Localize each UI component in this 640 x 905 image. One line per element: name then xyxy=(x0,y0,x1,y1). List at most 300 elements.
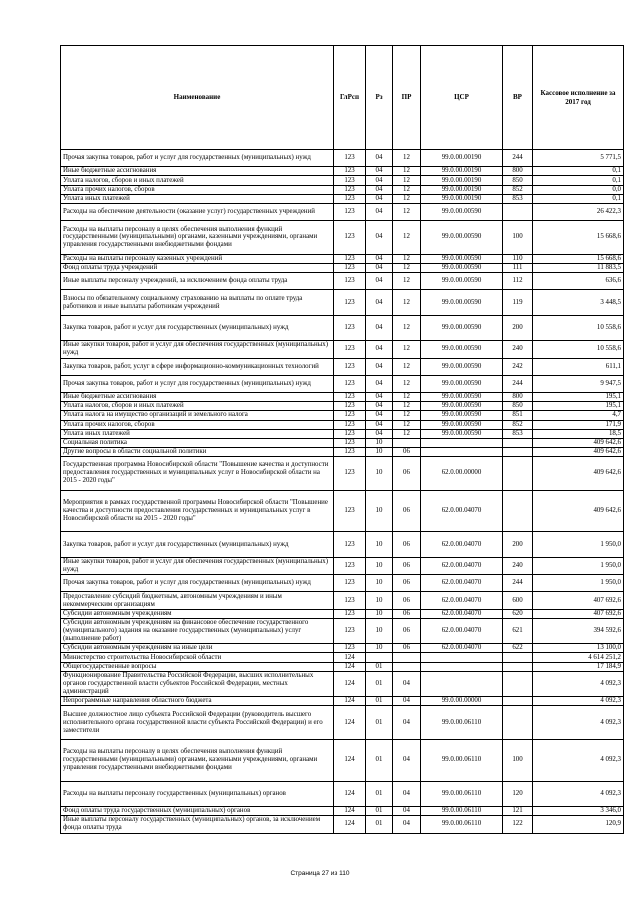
header-row xyxy=(61,46,624,150)
cell-rz: 10 xyxy=(366,618,393,643)
cell-rz: 04 xyxy=(366,150,393,167)
cell-vr: 100 xyxy=(503,739,533,781)
cell-name: Прочая закупка товаров, работ и услуг для государственных (муниципальных) нужд xyxy=(61,375,334,392)
cell-csr: 99.0.00.00590 xyxy=(421,393,503,402)
cell-rz: 10 xyxy=(366,447,393,456)
cell-csr: 62.0.00.04070 xyxy=(421,532,503,557)
cell-name: Иные закупки товаров, работ и услуг для обеспечения государственных (муниципальных) нужд xyxy=(61,557,334,574)
cell-name: Уплата налогов, сборов и иных платежей xyxy=(61,402,334,411)
cell-sum: 3 346,0 xyxy=(533,807,624,816)
cell-vr: 850 xyxy=(503,402,533,411)
cell-grbs: 123 xyxy=(334,203,366,220)
cell-sum: 195,1 xyxy=(533,393,624,402)
cell-grbs: 124 xyxy=(334,807,366,816)
cell-csr: 99.0.00.00190 xyxy=(421,167,503,176)
cell-rz: 01 xyxy=(366,739,393,781)
cell-pr: 12 xyxy=(393,254,421,263)
cell-sum: 0,1 xyxy=(533,194,624,203)
cell-grbs: 123 xyxy=(334,490,366,532)
cell-vr: 620 xyxy=(503,609,533,618)
cell-grbs: 123 xyxy=(334,273,366,290)
cell-sum: 611,1 xyxy=(533,358,624,375)
cell-vr: 110 xyxy=(503,254,533,263)
cell-name: Взносы по обязательному социальному страхованию на выплаты по оплате труда работников и иные выплаты работникам учреждений xyxy=(61,290,334,315)
cell-sum: 13 100,0 xyxy=(533,644,624,653)
cell-grbs: 123 xyxy=(334,609,366,618)
cell-csr: 99.0.00.00590 xyxy=(421,263,503,272)
cell-rz: 04 xyxy=(366,273,393,290)
table-row xyxy=(61,176,624,185)
cell-grbs: 123 xyxy=(334,315,366,340)
cell-pr: 12 xyxy=(393,185,421,194)
cell-csr: 99.0.00.00190 xyxy=(421,185,503,194)
cell-vr: 200 xyxy=(503,315,533,340)
cell-vr xyxy=(503,653,533,662)
cell-rz: 10 xyxy=(366,644,393,653)
table-row xyxy=(61,167,624,176)
cell-csr: 62.0.00.04070 xyxy=(421,557,503,574)
cell-sum: 4,7 xyxy=(533,411,624,420)
cell-pr: 04 xyxy=(393,697,421,706)
cell-name: Фонд оплаты труда учреждений xyxy=(61,263,334,272)
table-row xyxy=(61,618,624,643)
cell-pr xyxy=(393,662,421,671)
cell-pr: 06 xyxy=(393,490,421,532)
cell-pr: 04 xyxy=(393,807,421,816)
cell-pr: 12 xyxy=(393,221,421,255)
cell-sum: 407 692,6 xyxy=(533,592,624,609)
table-row xyxy=(61,263,624,272)
table-row xyxy=(61,697,624,706)
cell-sum: 4 092,3 xyxy=(533,781,624,806)
cell-grbs: 123 xyxy=(334,221,366,255)
cell-rz: 04 xyxy=(366,194,393,203)
cell-sum: 1 950,0 xyxy=(533,575,624,592)
cell-grbs: 123 xyxy=(334,393,366,402)
cell-rz: 10 xyxy=(366,557,393,574)
cell-vr: 244 xyxy=(503,375,533,392)
cell-vr: 119 xyxy=(503,290,533,315)
cell-rz: 04 xyxy=(366,221,393,255)
cell-csr: 99.0.00.06110 xyxy=(421,706,503,740)
table-row xyxy=(61,254,624,263)
cell-vr: 850 xyxy=(503,176,533,185)
cell-vr: 200 xyxy=(503,532,533,557)
table-row xyxy=(61,375,624,392)
cell-sum: 4 092,3 xyxy=(533,706,624,740)
cell-sum: 4 092,3 xyxy=(533,697,624,706)
cell-vr xyxy=(503,457,533,491)
cell-name: Иные выплаты персоналу государственных (муниципальных) органов, за исключением фонда оплаты труда xyxy=(61,816,334,833)
header-name: Наименование xyxy=(61,46,334,150)
cell-name: Государственная программа Новосибирской области "Повышение качества и доступности предоставления государственных и муниципальных услуг в Новосибирской области на 2015 - 2020 годы" xyxy=(61,457,334,491)
cell-name: Иные выплаты персоналу учреждений, за исключением фонда оплаты труда xyxy=(61,273,334,290)
cell-name: Уплата иных платежей xyxy=(61,429,334,438)
cell-csr xyxy=(421,653,503,662)
cell-sum: 1 950,0 xyxy=(533,557,624,574)
cell-csr: 62.0.00.00000 xyxy=(421,457,503,491)
cell-rz: 04 xyxy=(366,203,393,220)
cell-sum: 407 692,6 xyxy=(533,609,624,618)
cell-csr: 62.0.00.04070 xyxy=(421,592,503,609)
table-row xyxy=(61,315,624,340)
cell-sum: 10 558,6 xyxy=(533,315,624,340)
cell-rz: 01 xyxy=(366,697,393,706)
cell-csr: 99.0.00.00590 xyxy=(421,358,503,375)
cell-rz: 10 xyxy=(366,457,393,491)
cell-grbs: 123 xyxy=(334,402,366,411)
table-row xyxy=(61,420,624,429)
cell-grbs: 124 xyxy=(334,739,366,781)
cell-csr: 99.0.00.06110 xyxy=(421,739,503,781)
cell-csr: 99.0.00.00590 xyxy=(421,375,503,392)
cell-pr: 12 xyxy=(393,315,421,340)
cell-vr: 800 xyxy=(503,393,533,402)
cell-pr: 06 xyxy=(393,575,421,592)
cell-vr: 622 xyxy=(503,644,533,653)
cell-rz: 04 xyxy=(366,254,393,263)
cell-vr: 242 xyxy=(503,358,533,375)
cell-sum: 394 592,6 xyxy=(533,618,624,643)
table-body xyxy=(61,150,624,834)
cell-grbs: 123 xyxy=(334,341,366,358)
table-row xyxy=(61,739,624,781)
cell-pr: 04 xyxy=(393,781,421,806)
cell-pr: 04 xyxy=(393,816,421,833)
cell-grbs: 123 xyxy=(334,411,366,420)
cell-vr: 853 xyxy=(503,429,533,438)
cell-csr: 62.0.00.04070 xyxy=(421,644,503,653)
cell-pr: 12 xyxy=(393,150,421,167)
cell-sum: 26 422,3 xyxy=(533,203,624,220)
cell-name: Субсидии автономным учреждениям на финансовое обеспечение государственного (муниципального) задания на оказание государственных (муниципальных) услуг (выполнение работ) xyxy=(61,618,334,643)
cell-name: Уплата прочих налогов, сборов xyxy=(61,420,334,429)
cell-grbs: 123 xyxy=(334,194,366,203)
header-grbs: ГлРсп xyxy=(334,46,366,150)
cell-vr: 852 xyxy=(503,420,533,429)
cell-name: Закупка товаров, работ, услуг в сфере информационно-коммуникационных технологий xyxy=(61,358,334,375)
cell-sum: 3 448,5 xyxy=(533,290,624,315)
cell-name: Прочая закупка товаров, работ и услуг для государственных (муниципальных) нужд xyxy=(61,150,334,167)
cell-sum: 409 642,6 xyxy=(533,490,624,532)
cell-rz: 04 xyxy=(366,341,393,358)
cell-vr xyxy=(503,203,533,220)
cell-pr: 12 xyxy=(393,420,421,429)
cell-name: Расходы на выплаты персоналу в целях обеспечения выполнения функций государственными (муниципальными) органами, казенными учреждениями, органами управления государственными внебюджетными фондами xyxy=(61,221,334,255)
cell-rz: 10 xyxy=(366,592,393,609)
cell-pr: 12 xyxy=(393,341,421,358)
cell-csr: 99.0.00.00590 xyxy=(421,221,503,255)
budget-table xyxy=(60,45,624,834)
cell-vr: 800 xyxy=(503,167,533,176)
cell-grbs: 123 xyxy=(334,557,366,574)
cell-sum: 120,9 xyxy=(533,816,624,833)
table-row xyxy=(61,532,624,557)
table-row xyxy=(61,290,624,315)
cell-name: Расходы на выплаты персоналу государственных (муниципальных) органов xyxy=(61,781,334,806)
cell-vr xyxy=(503,438,533,447)
cell-csr: 99.0.00.00590 xyxy=(421,429,503,438)
cell-rz: 01 xyxy=(366,706,393,740)
cell-sum: 17 184,9 xyxy=(533,662,624,671)
cell-grbs: 123 xyxy=(334,457,366,491)
cell-sum: 15 668,6 xyxy=(533,221,624,255)
cell-pr: 06 xyxy=(393,618,421,643)
cell-sum: 409 642,6 xyxy=(533,457,624,491)
table-row xyxy=(61,438,624,447)
cell-vr: 122 xyxy=(503,816,533,833)
cell-grbs: 123 xyxy=(334,176,366,185)
cell-rz: 04 xyxy=(366,375,393,392)
cell-csr: 99.0.00.00590 xyxy=(421,203,503,220)
cell-sum: 4 092,3 xyxy=(533,739,624,781)
cell-rz: 01 xyxy=(366,807,393,816)
cell-pr: 06 xyxy=(393,457,421,491)
cell-csr: 62.0.00.04070 xyxy=(421,575,503,592)
table-row xyxy=(61,185,624,194)
header-sum: Кассовое исполнение за 2017 год xyxy=(533,46,624,150)
table-row xyxy=(61,429,624,438)
cell-csr xyxy=(421,438,503,447)
table-row xyxy=(61,411,624,420)
cell-rz: 04 xyxy=(366,290,393,315)
cell-vr: 600 xyxy=(503,592,533,609)
cell-name: Уплата прочих налогов, сборов xyxy=(61,185,334,194)
cell-pr: 12 xyxy=(393,263,421,272)
cell-pr: 06 xyxy=(393,532,421,557)
table-row xyxy=(61,150,624,167)
cell-name: Другие вопросы в области социальной политики xyxy=(61,447,334,456)
cell-rz xyxy=(366,653,393,662)
cell-rz: 01 xyxy=(366,671,393,696)
header-csr: ЦСР xyxy=(421,46,503,150)
cell-name: Прочая закупка товаров, работ и услуг для государственных (муниципальных) нужд xyxy=(61,575,334,592)
cell-grbs: 123 xyxy=(334,185,366,194)
cell-csr: 99.0.00.00190 xyxy=(421,176,503,185)
cell-pr: 06 xyxy=(393,557,421,574)
cell-name: Закупка товаров, работ и услуг для государственных (муниципальных) нужд xyxy=(61,532,334,557)
cell-csr: 62.0.00.04070 xyxy=(421,618,503,643)
table-row xyxy=(61,402,624,411)
cell-vr xyxy=(503,662,533,671)
cell-name: Иные закупки товаров, работ и услуг для обеспечения государственных (муниципальных) нужд xyxy=(61,341,334,358)
cell-rz: 01 xyxy=(366,662,393,671)
table-row xyxy=(61,807,624,816)
table-row xyxy=(61,644,624,653)
cell-name: Уплата налога на имущество организаций и земельного налога xyxy=(61,411,334,420)
cell-name: Функционирование Правительства Российской Федерации, высших исполнительных органов государственной власти субъектов Российской Федерации, местных администраций xyxy=(61,671,334,696)
cell-sum: 15 668,6 xyxy=(533,254,624,263)
cell-vr: 244 xyxy=(503,150,533,167)
cell-grbs: 123 xyxy=(334,167,366,176)
cell-rz: 10 xyxy=(366,532,393,557)
cell-rz: 04 xyxy=(366,393,393,402)
cell-rz: 04 xyxy=(366,358,393,375)
table-row xyxy=(61,557,624,574)
cell-name: Иные бюджетные ассигнования xyxy=(61,167,334,176)
cell-grbs: 123 xyxy=(334,575,366,592)
cell-pr xyxy=(393,438,421,447)
cell-pr: 12 xyxy=(393,393,421,402)
cell-grbs: 123 xyxy=(334,290,366,315)
cell-name: Уплата иных платежей xyxy=(61,194,334,203)
cell-vr xyxy=(503,671,533,696)
table-row xyxy=(61,490,624,532)
cell-name: Субсидии автономным учреждениям xyxy=(61,609,334,618)
cell-name: Иные бюджетные ассигнования xyxy=(61,393,334,402)
table-row xyxy=(61,671,624,696)
cell-rz: 04 xyxy=(366,411,393,420)
cell-grbs: 123 xyxy=(334,150,366,167)
cell-rz: 04 xyxy=(366,402,393,411)
cell-grbs: 123 xyxy=(334,429,366,438)
cell-vr xyxy=(503,490,533,532)
cell-csr: 99.0.00.00590 xyxy=(421,315,503,340)
cell-csr: 99.0.00.00590 xyxy=(421,273,503,290)
cell-vr xyxy=(503,697,533,706)
cell-rz: 10 xyxy=(366,609,393,618)
header-pr: ПР xyxy=(393,46,421,150)
cell-csr: 99.0.00.00590 xyxy=(421,402,503,411)
cell-sum: 409 642,6 xyxy=(533,447,624,456)
header-rz: Рз xyxy=(366,46,393,150)
cell-sum: 0,0 xyxy=(533,185,624,194)
table-row xyxy=(61,393,624,402)
cell-name: Субсидии автономным учреждениям на иные цели xyxy=(61,644,334,653)
cell-rz: 01 xyxy=(366,781,393,806)
cell-name: Предоставление субсидий бюджетным, автономным учреждениям и иным некоммерческим организациям xyxy=(61,592,334,609)
cell-name: Мероприятия в рамках государственной программы Новосибирской области "Повышение качества и доступности предоставления государственных и муниципальных услуг в Новосибирской области на 2015 - 2020 годы" xyxy=(61,490,334,532)
cell-grbs: 124 xyxy=(334,781,366,806)
cell-sum: 171,9 xyxy=(533,420,624,429)
cell-pr: 12 xyxy=(393,358,421,375)
cell-grbs: 124 xyxy=(334,653,366,662)
table-header xyxy=(61,46,624,150)
cell-rz: 04 xyxy=(366,185,393,194)
cell-rz: 04 xyxy=(366,263,393,272)
cell-grbs: 123 xyxy=(334,254,366,263)
cell-rz: 01 xyxy=(366,816,393,833)
cell-pr: 06 xyxy=(393,447,421,456)
cell-sum: 409 642,6 xyxy=(533,438,624,447)
cell-vr: 244 xyxy=(503,575,533,592)
table-row xyxy=(61,662,624,671)
cell-csr xyxy=(421,671,503,696)
cell-grbs: 123 xyxy=(334,438,366,447)
cell-name: Общегосударственные вопросы xyxy=(61,662,334,671)
cell-sum: 0,1 xyxy=(533,176,624,185)
cell-sum: 11 883,5 xyxy=(533,263,624,272)
cell-sum: 1 950,0 xyxy=(533,532,624,557)
cell-grbs: 123 xyxy=(334,644,366,653)
header-vr: ВР xyxy=(503,46,533,150)
table-row xyxy=(61,358,624,375)
cell-sum: 0,1 xyxy=(533,167,624,176)
cell-sum: 4 092,3 xyxy=(533,671,624,696)
cell-grbs: 124 xyxy=(334,706,366,740)
cell-pr: 12 xyxy=(393,290,421,315)
cell-vr: 240 xyxy=(503,557,533,574)
cell-vr: 851 xyxy=(503,411,533,420)
cell-csr: 99.0.00.00190 xyxy=(421,194,503,203)
table-row xyxy=(61,706,624,740)
table-row xyxy=(61,575,624,592)
cell-name: Непрограммные направления областного бюджета xyxy=(61,697,334,706)
cell-grbs: 123 xyxy=(334,532,366,557)
cell-vr: 120 xyxy=(503,781,533,806)
cell-rz: 04 xyxy=(366,315,393,340)
cell-rz: 10 xyxy=(366,490,393,532)
cell-pr: 12 xyxy=(393,203,421,220)
cell-pr: 12 xyxy=(393,176,421,185)
cell-pr: 06 xyxy=(393,644,421,653)
table-row xyxy=(61,592,624,609)
cell-sum: 10 558,6 xyxy=(533,341,624,358)
cell-csr xyxy=(421,662,503,671)
cell-csr: 62.0.00.04070 xyxy=(421,609,503,618)
cell-csr: 99.0.00.00590 xyxy=(421,420,503,429)
cell-vr: 852 xyxy=(503,185,533,194)
cell-vr: 240 xyxy=(503,341,533,358)
cell-pr: 12 xyxy=(393,273,421,290)
cell-grbs: 123 xyxy=(334,263,366,272)
cell-csr: 99.0.00.06110 xyxy=(421,781,503,806)
table-row xyxy=(61,653,624,662)
cell-grbs: 124 xyxy=(334,671,366,696)
cell-name: Расходы на выплаты персоналу казенных учреждений xyxy=(61,254,334,263)
cell-pr: 06 xyxy=(393,592,421,609)
cell-name: Уплата налогов, сборов и иных платежей xyxy=(61,176,334,185)
cell-sum: 5 771,5 xyxy=(533,150,624,167)
cell-pr: 12 xyxy=(393,402,421,411)
cell-grbs: 123 xyxy=(334,375,366,392)
table-row xyxy=(61,816,624,833)
cell-vr: 112 xyxy=(503,273,533,290)
cell-csr: 99.0.00.00000 xyxy=(421,697,503,706)
cell-rz: 10 xyxy=(366,575,393,592)
cell-vr: 621 xyxy=(503,618,533,643)
cell-vr: 853 xyxy=(503,194,533,203)
cell-csr: 99.0.00.00590 xyxy=(421,254,503,263)
cell-vr: 100 xyxy=(503,221,533,255)
cell-grbs: 124 xyxy=(334,816,366,833)
cell-name: Закупка товаров, работ и услуг для государственных (муниципальных) нужд xyxy=(61,315,334,340)
cell-grbs: 123 xyxy=(334,420,366,429)
cell-pr: 04 xyxy=(393,739,421,781)
cell-name: Фонд оплаты труда государственных (муниципальных) органов xyxy=(61,807,334,816)
cell-vr xyxy=(503,706,533,740)
cell-rz: 04 xyxy=(366,420,393,429)
cell-grbs: 123 xyxy=(334,358,366,375)
cell-pr: 06 xyxy=(393,609,421,618)
table-row xyxy=(61,221,624,255)
table-row xyxy=(61,273,624,290)
cell-pr: 04 xyxy=(393,671,421,696)
cell-grbs: 123 xyxy=(334,592,366,609)
cell-grbs: 124 xyxy=(334,697,366,706)
cell-rz: 04 xyxy=(366,167,393,176)
cell-grbs: 123 xyxy=(334,618,366,643)
cell-name: Высшее должностное лицо субъекта Российской Федерации (руководитель высшего исполнительного органа государственной власти субъекта Российской Федерации) и его заместители xyxy=(61,706,334,740)
cell-name: Министерство строительства Новосибирской области xyxy=(61,653,334,662)
cell-name: Расходы на выплаты персоналу в целях обеспечения выполнения функций государственными (муниципальными) органами, казенными учреждениями, органами управления государственными внебюджетными фондами xyxy=(61,739,334,781)
cell-csr: 99.0.00.00590 xyxy=(421,290,503,315)
table-row xyxy=(61,609,624,618)
cell-csr: 99.0.00.06110 xyxy=(421,807,503,816)
cell-vr: 121 xyxy=(503,807,533,816)
cell-pr: 04 xyxy=(393,706,421,740)
cell-csr: 62.0.00.04070 xyxy=(421,490,503,532)
